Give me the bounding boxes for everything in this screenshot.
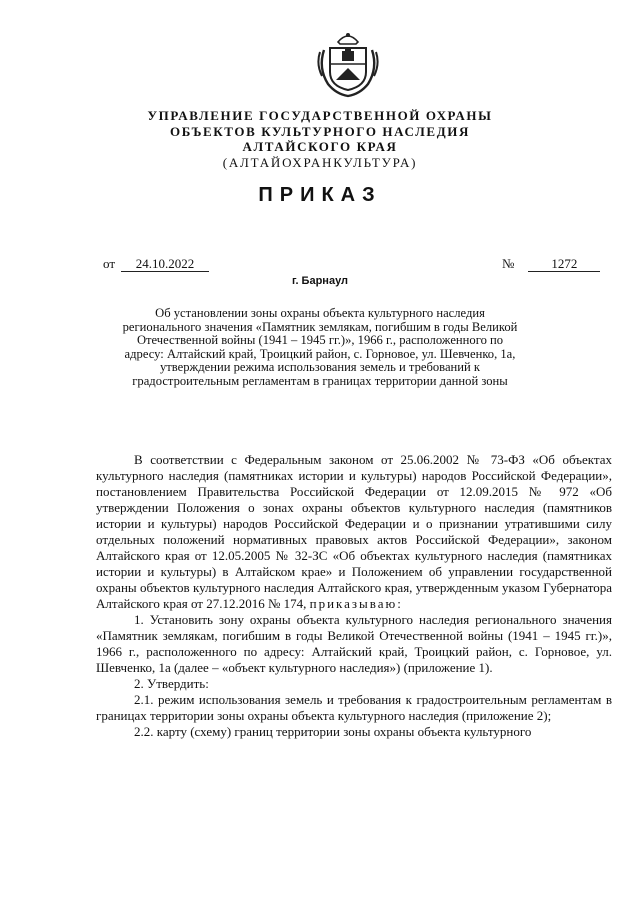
order-body xyxy=(96,452,612,740)
date-value: 24.10.2022 xyxy=(121,257,209,272)
number-prefix: № xyxy=(502,256,515,271)
order-word: приказываю: xyxy=(309,596,403,611)
document-type-title: ПРИКАЗ xyxy=(258,184,382,206)
coat-of-arms-emblem xyxy=(316,28,380,98)
order-subject: Об установлении зоны охраны объекта культурного наследия регионального значения «Памятник землякам, погибшим в годы Великой Отечественной войны (1941 – 1945 гг.)», 1966 г., расположенного по адресу: Алтайский край, Троицкий район, с. Горновое, ул. Шевченко, 1а, утверждении режима использования земель и требований к градостроительным регламентам в границах территории данной зоны xyxy=(122,306,518,388)
item-2-1: 2.1. режим использования земель и требования к градостроительным регламентам в границах территории зоны охраны объекта культурного наследия (приложение 2); xyxy=(96,692,612,723)
org-line-1: УПРАВЛЕНИЕ ГОСУДАРСТВЕННОЙ ОХРАНЫ xyxy=(147,108,493,123)
org-short-name: (АЛТАЙОХРАНКУЛЬТУРА) xyxy=(222,154,418,170)
city-name: г. Барнаул xyxy=(291,275,349,287)
order-number xyxy=(502,256,600,272)
org-line-3: АЛТАЙСКОГО КРАЯ xyxy=(242,139,398,154)
org-line-2: ОБЪЕКТОВ КУЛЬТУРНОГО НАСЛЕДИЯ xyxy=(170,123,470,139)
preamble-text: В соответствии с Федеральным законом от 25.06.2002 № 73-ФЗ «Об объектах культурного наследия (памятниках истории и культуры) народов Российской Федерации», постановлением Правительства Российской Федерации от 12.09.2015 № 972 «Об утверждении Положения о зонах охраны объектов культурного наследия (памятников истории и культуры) народов Российской Федерации и о признании утратившими силу отдельных положений нормативных правовых актов Российской Федерации», законом Алтайского края от 12.05.2005 № 32-ЗС «Об объектах культурного наследия (памятниках истории и культуры) в Алтайском крае» и Положением об управлении государственной охраны объектов культурного наследия Алтайского края, утвержденным указом Губернатора Алтайского края от 27.12.2016 № 174, xyxy=(96,452,612,611)
item-2: 2. Утвердить: xyxy=(134,676,209,691)
preamble-paragraph xyxy=(96,452,612,612)
order-date xyxy=(103,256,209,272)
date-prefix: от xyxy=(103,256,116,271)
number-value: 1272 xyxy=(528,257,600,272)
item-2-2: 2.2. карту (схему) границ территории зоны охраны объекта культурного xyxy=(134,724,532,739)
organization-header xyxy=(0,108,640,170)
item-1: 1. Установить зону охраны объекта культурного наследия регионального значения «Памятник землякам, погибшим в годы Великой Отечественной войны (1941 – 1945 гг.)», 1966 г., расположенного по адресу: Алтайский край, Троицкий район, с. Горновое, ул. Шевченко, 1а (далее – «объект культурного наследия») (приложение 1). xyxy=(96,612,612,675)
